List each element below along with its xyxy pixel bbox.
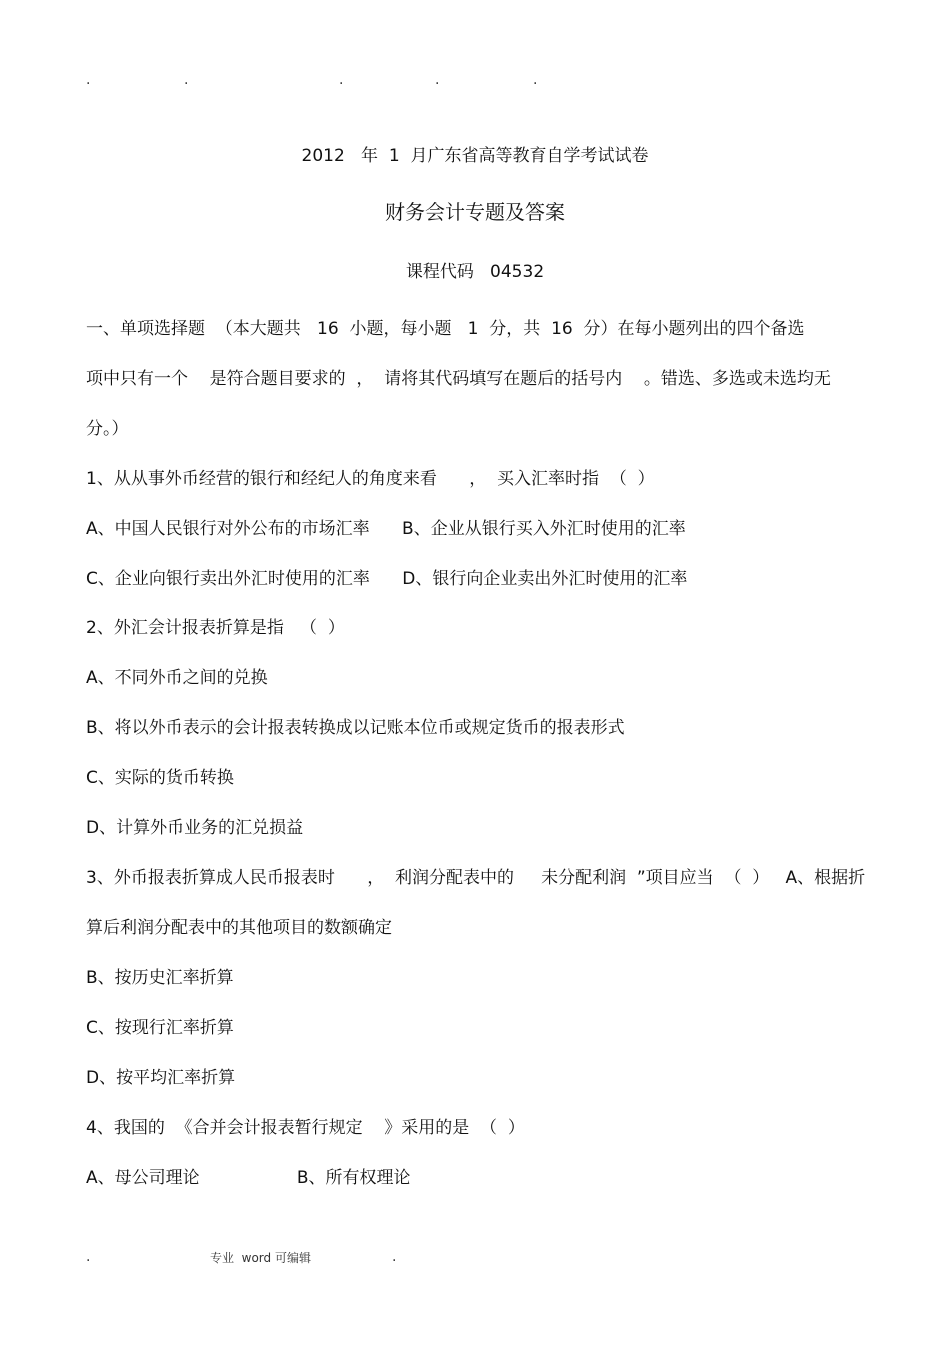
question-option: 算后利润分配表中的其他项目的数额确定 — [86, 918, 392, 938]
question-stem: 3、外币报表折算成人民币报表时 ， 利润分配表中的 未分配利润 ”项目应当 （ ） A、根据折 — [86, 868, 866, 888]
section-header-line: 一、单项选择题 （本大题共 16 小题，每小题 1 分，共 16 分）在每小题列出的四个备选 — [86, 319, 805, 339]
footer-dot: . — [86, 1249, 91, 1265]
question-stem: 2、外汇会计报表折算是指 （ ） — [86, 618, 345, 638]
question-option: B、按历史汇率折算 — [86, 968, 234, 988]
question-option: B、将以外币表示的会计报表转换成以记账本位币或规定货币的报表形式 — [86, 718, 625, 738]
question-option: C、实际的货币转换 — [86, 768, 234, 788]
question-stem: 4、我国的 《合并会计报表暂行规定 》采用的是 （ ） — [86, 1118, 525, 1138]
document-subtitle: 财务会计专题及答案 — [385, 200, 565, 224]
footer-text: 专业 word 可编辑 — [210, 1251, 311, 1265]
exam-title: 2012 年 1 月广东省高等教育自学考试试卷 — [301, 146, 649, 166]
header-dot: . — [86, 72, 91, 88]
question-option: C、企业向银行卖出外汇时使用的汇率 D、银行向企业卖出外汇时使用的汇率 — [86, 569, 688, 589]
course-code: 课程代码 04532 — [405, 262, 545, 282]
question-option: C、按现行汇率折算 — [86, 1018, 234, 1038]
question-option: A、母公司理论 B、所有权理论 — [86, 1168, 411, 1188]
section-header-line: 项中只有一个 是符合题目要求的 ， 请将其代码填写在题后的括号内 。错选、多选或未选均无 — [86, 369, 831, 389]
header-dot: . — [533, 72, 538, 88]
header-dot: . — [184, 72, 189, 88]
question-option: D、计算外币业务的汇兑损益 — [86, 818, 304, 838]
section-header-line: 分。） — [86, 419, 129, 439]
question-option: A、不同外币之间的兑换 — [86, 668, 268, 688]
footer-dot: . — [392, 1249, 397, 1265]
question-stem: 1、从从事外币经营的银行和经纪人的角度来看 ， 买入汇率时指 （ ） — [86, 469, 655, 489]
question-option: A、中国人民银行对外公布的市场汇率 B、企业从银行买入外汇时使用的汇率 — [86, 519, 686, 539]
question-option: D、按平均汇率折算 — [86, 1068, 236, 1088]
header-dot: . — [435, 72, 440, 88]
header-dot: . — [339, 72, 344, 88]
